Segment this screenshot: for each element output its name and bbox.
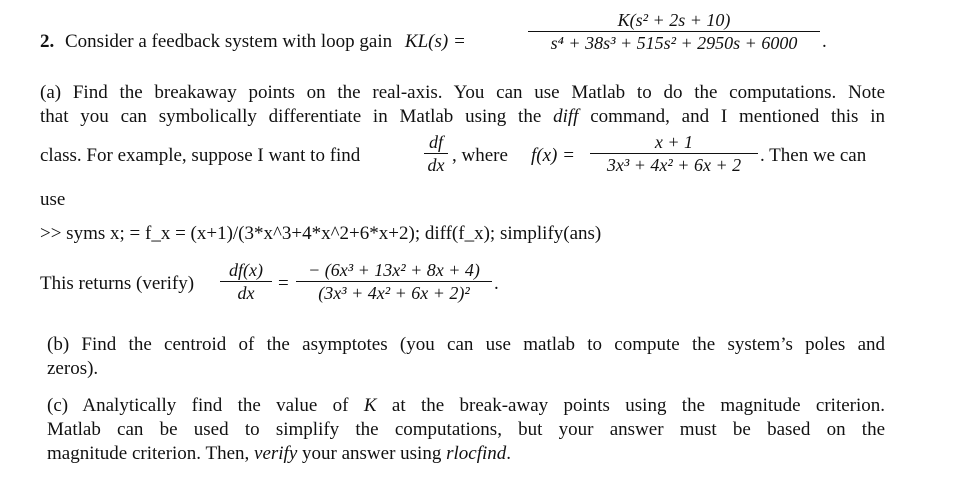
part-c-line-3 <box>47 443 511 465</box>
diff-command: diff <box>553 106 579 127</box>
part-a-line-1: (a) Find the breakaway points on the real-axis. You can use Matlab to do the computations. Note <box>40 82 885 103</box>
part-b-line-1: (b) Find the centroid of the asymptotes (you can use matlab to compute the system’s poles and <box>47 334 885 355</box>
part-a-line-2-pre: that you can symbolically differentiate in Matlab using the <box>40 106 542 127</box>
loop-gain-fraction <box>528 10 820 53</box>
derivative-result-fraction <box>296 260 492 303</box>
derivative-numerator: − (6x³ + 13x² + 8x + 4) <box>308 260 480 280</box>
loop-gain-numerator: K(s² + 2s + 10) <box>617 10 731 30</box>
part-c-line-2: Matlab can be used to simplify the computations, but your answer must be based on the <box>47 419 885 440</box>
matlab-code: >> syms x; = f_x = (x+1)/(3*x^3+4*x^2+6*x+2); diff(f_x); simplify(ans) <box>40 223 602 244</box>
fx-numerator: x + 1 <box>654 132 694 152</box>
fx-denominator: 3x³ + 4x² + 6x + 2 <box>606 155 742 175</box>
fx-lhs: f(x) = <box>531 145 575 166</box>
dfx-dx-fraction <box>220 260 272 303</box>
k-symbol: K <box>363 395 377 416</box>
result-end-punct: . <box>494 273 499 294</box>
part-a-line-2-post: command, and I mentioned this in <box>590 106 886 127</box>
df-dx-fraction <box>424 132 448 175</box>
part-c-end-punct: . <box>506 443 512 464</box>
where-text: , where <box>452 145 508 166</box>
fraction-bar <box>590 153 758 154</box>
df-numerator: df <box>428 132 443 152</box>
loop-gain-denominator: s⁴ + 38s³ + 515s² + 2950s + 6000 <box>550 33 798 53</box>
use-text: use <box>40 189 66 210</box>
dx-denominator: dx <box>237 283 255 303</box>
derivative-denominator: (3x³ + 4x² + 6x + 2)² <box>318 283 470 303</box>
fraction-bar <box>528 31 820 32</box>
problem-intro: Consider a feedback system with loop gain <box>65 31 393 52</box>
dx-denominator: dx <box>427 155 445 175</box>
rlocfind-command: rlocfind <box>446 443 507 464</box>
part-c-line-1 <box>47 395 885 417</box>
part-b-line-2: zeros). <box>47 358 99 379</box>
fraction-bar <box>296 281 492 282</box>
fraction-bar <box>424 153 448 154</box>
part-a-line-3-post: . Then we can <box>760 145 867 166</box>
problem-number: 2. <box>40 31 55 52</box>
returns-text: This returns (verify) <box>40 273 195 294</box>
part-a-line-2 <box>40 106 885 128</box>
loop-gain-lhs: KL(s) = <box>404 31 466 52</box>
problem-statement <box>40 31 466 53</box>
equals-sign: = <box>278 273 289 294</box>
fraction-bar <box>220 281 272 282</box>
verify-word: verify <box>254 443 298 464</box>
fx-fraction <box>590 132 758 175</box>
part-c-line-1-post: at the break-away points using the magnitude criterion. <box>391 395 886 416</box>
part-a-line-3-pre: class. For example, suppose I want to find <box>40 145 361 166</box>
part-c-line-1-pre: (c) Analytically find the value of <box>47 395 349 416</box>
part-c-line-3-pre: magnitude criterion. Then, <box>47 443 250 464</box>
problem-end-punct: . <box>822 31 827 52</box>
part-c-line-3-mid: your answer using <box>302 443 442 464</box>
dfx-numerator: df(x) <box>229 260 263 280</box>
